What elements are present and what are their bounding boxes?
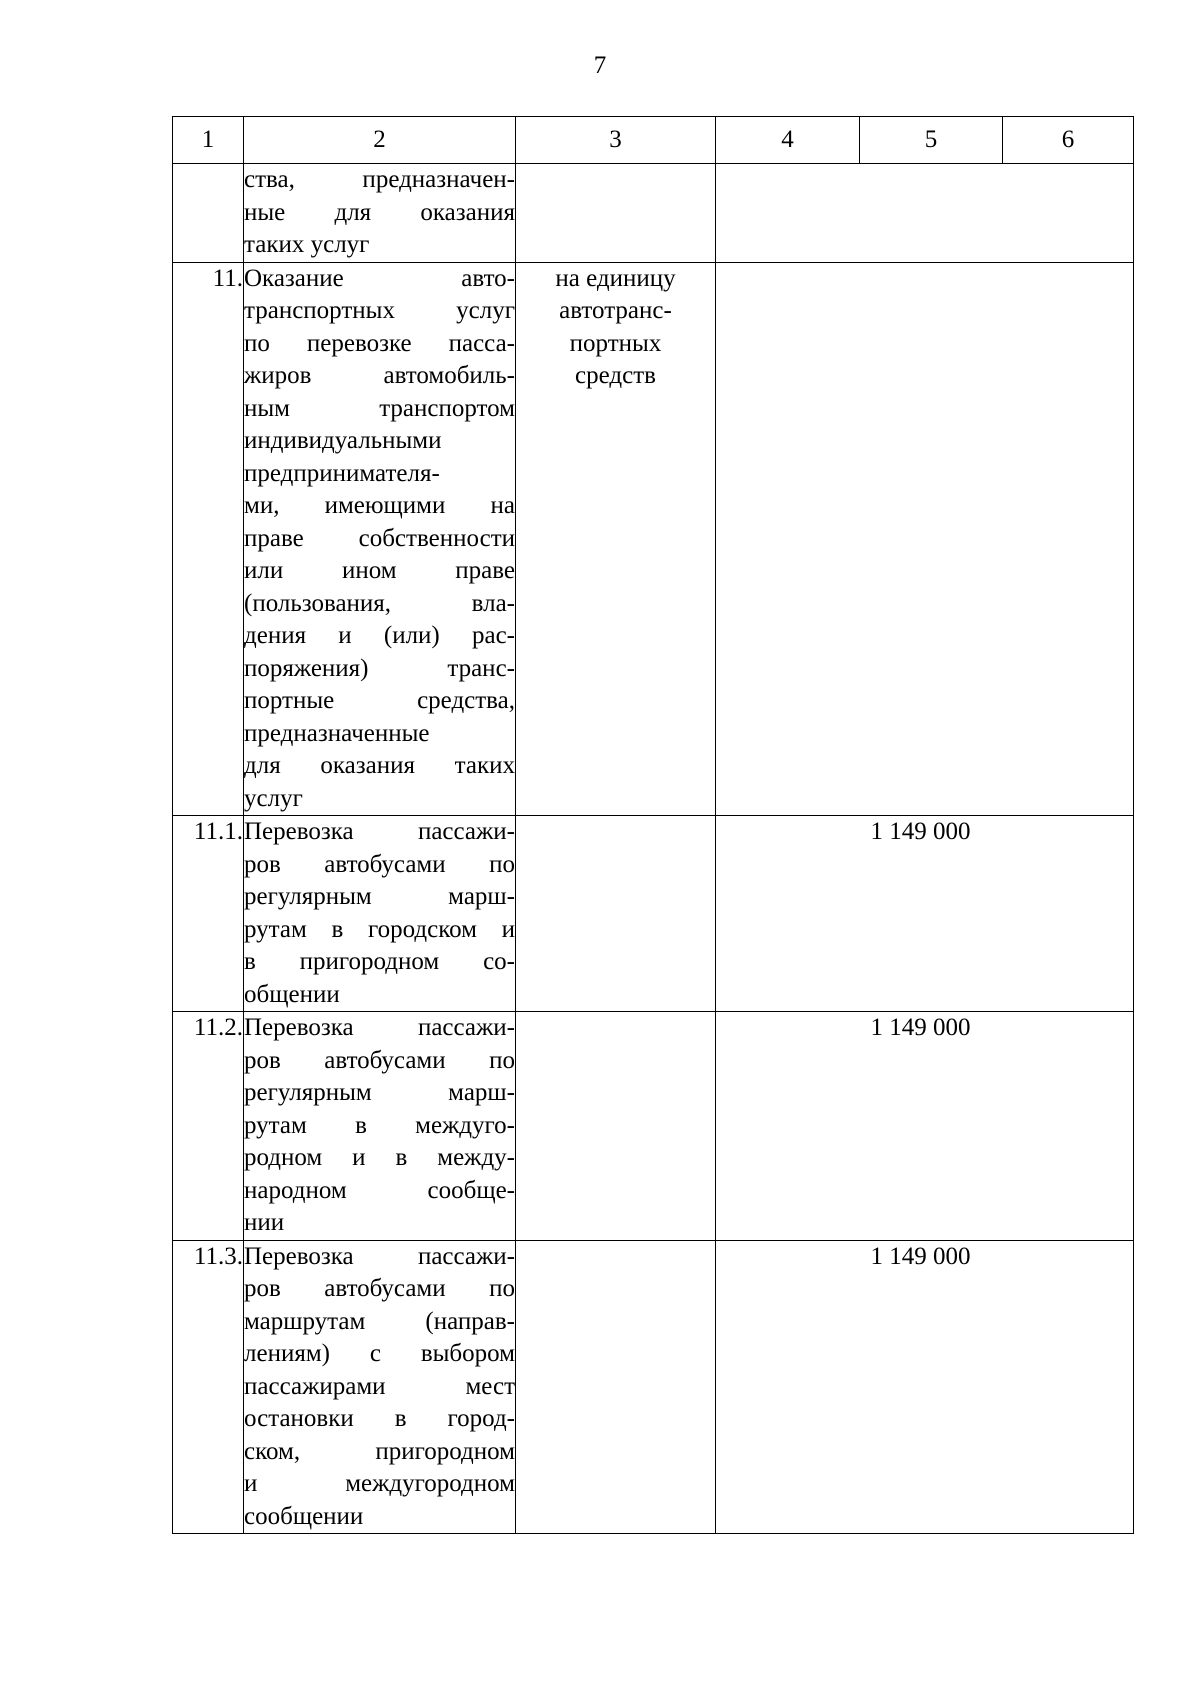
table-row <box>173 816 1134 1012</box>
rate-amount-cell <box>716 816 1134 1012</box>
description-line: услуг <box>244 784 303 812</box>
description-line: Перевозка пассажи- <box>244 1242 515 1270</box>
page-number: 7 <box>593 52 607 79</box>
service-description <box>244 1240 516 1534</box>
rate-amount-cell <box>716 164 1134 263</box>
description-line: сообщении <box>244 1502 364 1530</box>
column-header: 1 <box>173 117 244 164</box>
column-header: 6 <box>1003 117 1134 164</box>
description-line: общении <box>244 980 340 1008</box>
description-line: ров автобусами по <box>244 1275 515 1302</box>
unit-of-measure <box>516 164 716 263</box>
row-number <box>173 164 244 263</box>
description-line: регулярным марш- <box>244 883 515 910</box>
description-line: поряжения) транс- <box>244 654 515 682</box>
unit-line: на единицу <box>555 264 676 292</box>
description-line: предназначенные <box>244 719 430 747</box>
description-line: жиров автомобиль- <box>244 362 515 389</box>
service-description <box>244 262 516 816</box>
description-line: Перевозка пассажи- <box>244 1014 515 1041</box>
description-line: по перевозке пасса- <box>244 329 515 357</box>
description-line: праве собственности <box>244 524 515 552</box>
table-row <box>173 262 1134 816</box>
table-row <box>173 1012 1134 1241</box>
table-row <box>173 164 1134 263</box>
description-line: остановки в город- <box>244 1405 515 1432</box>
description-line: ров автобусами по <box>244 850 515 878</box>
description-line: Перевозка пассажи- <box>244 818 515 845</box>
unit-line: портных <box>569 329 662 357</box>
column-header: 2 <box>244 117 516 164</box>
rate-amount: 1 149 000 <box>870 818 971 845</box>
description-line: лениям) с выбором <box>244 1340 515 1367</box>
row-number: 11.2. <box>173 1012 244 1241</box>
unit-line: автотранс- <box>559 297 672 324</box>
rate-amount-cell <box>716 1240 1134 1534</box>
description-line: нии <box>244 1209 285 1236</box>
description-line: (пользования, вла- <box>244 589 515 617</box>
column-header: 5 <box>860 117 1003 164</box>
rate-amount: 1 149 000 <box>870 1242 971 1270</box>
description-line: дения и (или) рас- <box>244 622 515 649</box>
rate-amount-cell <box>716 1012 1134 1241</box>
description-line: рутам в городском и <box>244 915 515 943</box>
description-line: ском, пригородном <box>244 1437 515 1465</box>
unit-line: средств <box>575 362 656 389</box>
rate-amount-cell <box>716 262 1134 816</box>
unit-of-measure <box>516 1012 716 1241</box>
description-line: пассажирами мест <box>244 1372 515 1400</box>
description-line: или ином праве <box>244 557 515 584</box>
description-line: транспортных услуг <box>244 297 515 324</box>
table-row <box>173 1240 1134 1534</box>
row-number: 11.3. <box>173 1240 244 1534</box>
description-line: маршрутам (направ- <box>244 1307 515 1335</box>
service-description <box>244 164 516 263</box>
description-line: предпринимателя- <box>244 459 440 487</box>
row-number: 11. <box>173 262 244 816</box>
column-header: 4 <box>716 117 860 164</box>
description-line: и междугородном <box>244 1470 515 1497</box>
description-line: ми, имеющими на <box>244 492 515 519</box>
description-line: таких услуг <box>244 231 370 258</box>
unit-of-measure <box>516 1240 716 1534</box>
description-line: портные средства, <box>244 687 515 714</box>
description-line: рутам в междуго- <box>244 1111 515 1139</box>
description-line: родном и в между- <box>244 1144 515 1171</box>
unit-of-measure <box>516 816 716 1012</box>
column-header: 3 <box>516 117 716 164</box>
description-line: ства, предназначен- <box>244 166 515 193</box>
unit-of-measure <box>516 262 716 816</box>
description-line: Оказание авто- <box>244 264 515 292</box>
row-number: 11.1. <box>173 816 244 1012</box>
description-line: в пригородном со- <box>244 948 515 975</box>
description-line: для оказания таких <box>244 752 515 779</box>
rate-amount: 1 149 000 <box>870 1014 971 1041</box>
description-line: регулярным марш- <box>244 1079 515 1106</box>
description-line: народном сообще- <box>244 1176 515 1204</box>
service-description <box>244 816 516 1012</box>
tax-rate-table <box>172 116 1134 1534</box>
description-line: ные для оказания <box>244 198 515 226</box>
description-line: ным транспортом <box>244 394 515 422</box>
description-line: ров автобусами по <box>244 1046 515 1074</box>
description-line: индивидуальными <box>244 427 442 454</box>
column-number-header-row <box>173 117 1134 164</box>
service-description <box>244 1012 516 1241</box>
